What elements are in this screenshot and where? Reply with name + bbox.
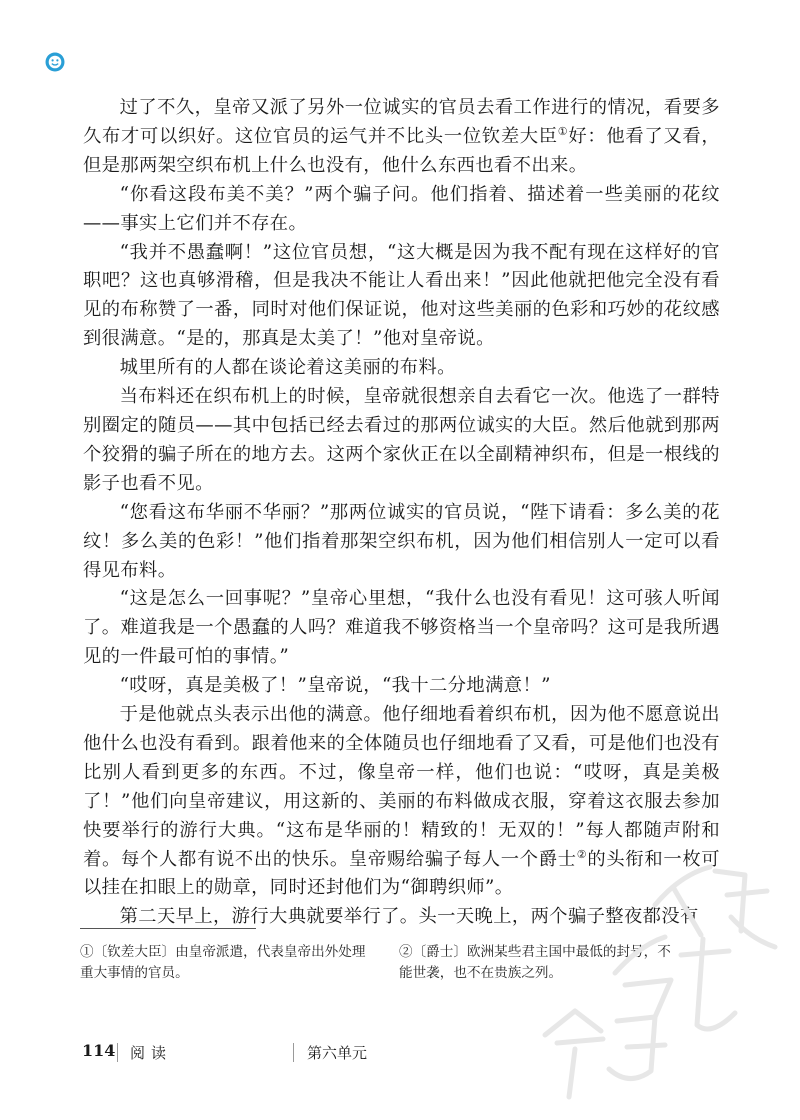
footnote-divider [80, 928, 256, 929]
footnote-marker[interactable]: ① [557, 124, 569, 138]
footnote-marker[interactable]: ② [576, 847, 588, 861]
paragraph: 当布料还在织布机上的时候，皇帝就很想亲自去看它一次。他选了一群特别圈定的随员——其中包括已经去看过的那两位诚实的大臣。然后他就到那两个狡猾的骗子所在的地方去。这两个家伙正在以全副精神织布，但是一根线的影子也看不见。 [83, 386, 720, 494]
paragraph: “哎呀，真是美极了！”皇帝说，“我十二分地满意！” [119, 675, 551, 697]
unit-label: 第六单元 [307, 1044, 368, 1062]
story-text [83, 94, 720, 932]
reading-smiley-icon [44, 51, 66, 73]
publisher-watermark [505, 835, 785, 1115]
paragraph: 过了不久，皇帝又派了另外一位诚实的官员去看工作进行的情况，看要多久布才可以织好。这位官员的运气并不比头一位钦差大臣①好：他看了又看，但是那两架空织布机上什么也没有，他什么东西也看不出来。 [83, 97, 720, 176]
paragraph: 第二天早上，游行大典就要举行了。头一天晚上，两个骗子整夜都没有 [119, 906, 699, 928]
paragraph: “您看这布华丽不华丽？”那两位诚实的官员说，“陛下请看：多么美的花纹！多么美的色彩！”他们指着那架空织布机，因为他们相信别人一定可以看得见布料。 [83, 501, 720, 581]
footnote-1: ①〔钦差大臣〕由皇帝派遣，代表皇帝出外处理重大事情的官员。 [80, 944, 366, 981]
paragraph: 城里所有的人都在谈论着这美丽的布料。 [119, 357, 456, 379]
footer-divider [117, 1043, 118, 1062]
paragraph: “这是怎么一回事呢？”皇帝心里想，“我什么也没有看见！这可骇人听闻了。难道我是一个愚蠢的人吗？难道我不够资格当一个皇帝吗？这可是我所遇见的一件最可怕的事情。” [83, 588, 720, 668]
section-label: 阅读 [130, 1044, 173, 1062]
page-number: 114 [82, 1041, 116, 1060]
paragraph: “我并不愚蠢啊！”这位官员想，“这大概是因为我不配有现在这样好的官职吧？这也真够滑稽，但是我决不能让人看出来！”因此他就把他完全没有看见的布称赞了一番，同时对他们保证说，他对这些美丽的色彩和巧妙的花纹感到很满意。“是的，那真是太美了！”他对皇帝说。 [83, 241, 720, 350]
paragraph: 于是他就点头表示出他的满意。他仔细地看着织布机，因为他不愿意说出他什么也没有看到。跟着他来的全体随员也仔细地看了又看，可是他们也没有比别人看到更多的东西。不过，像皇帝一样，他们也说：“哎呀，真是美极了！”他们向皇帝建议，用这新的、美丽的布料做成衣服，穿着这衣服去参加快要举行的游行大典。“这布是华丽的！精致的！无双的！”每人都随声附和着。每个人都有说不出的快乐。皇帝赐给骗子每人一个爵士②的头衔和一枚可以挂在扣眼上的勋章，同时还封他们为“御聘织师”。 [83, 704, 720, 899]
paragraph: “你看这段布美不美？”两个骗子问。他们指着、描述着一些美丽的花纹——事实上它们并不存在。 [83, 183, 720, 234]
footnote-2: ②〔爵士〕欧洲某些君主国中最低的封号，不能世袭，也不在贵族之列。 [399, 944, 671, 981]
footer-divider [293, 1043, 294, 1062]
